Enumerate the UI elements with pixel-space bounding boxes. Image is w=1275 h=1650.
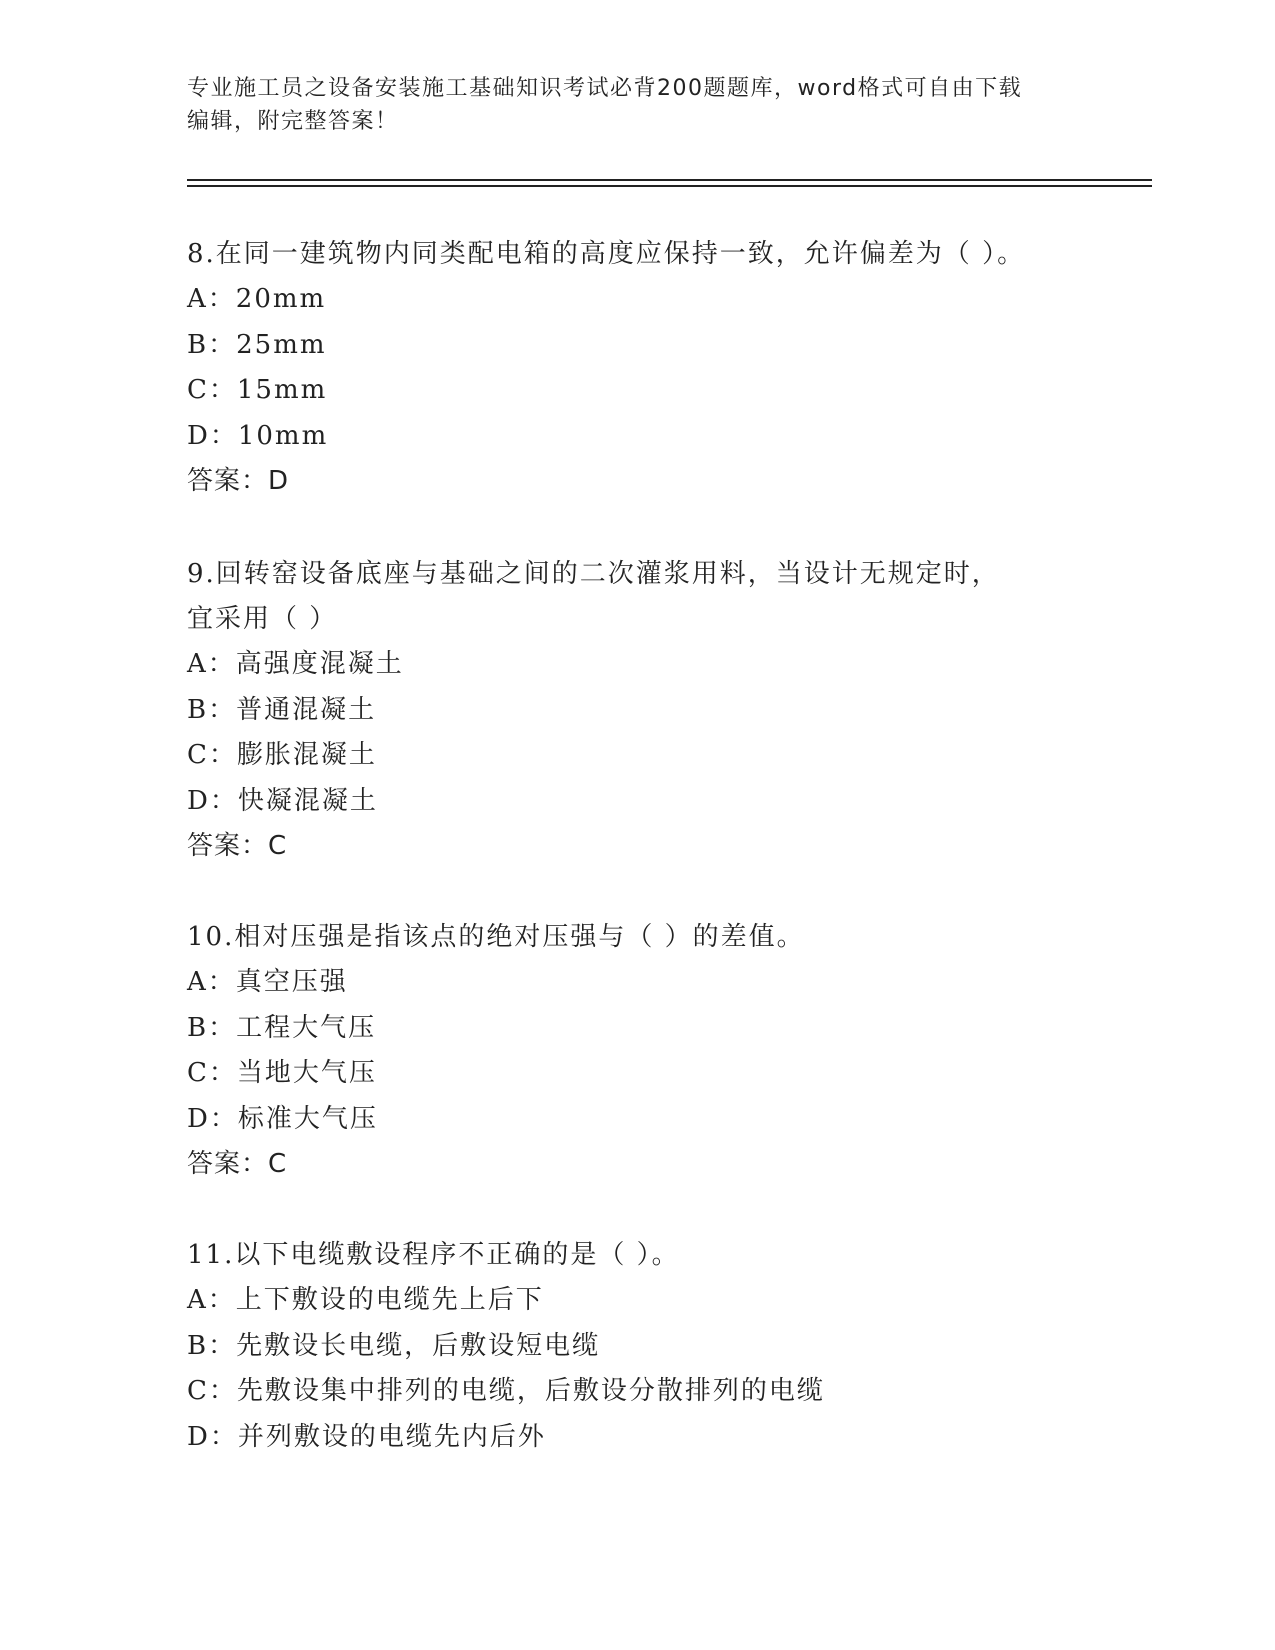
option-b: B：25mm <box>187 329 327 360</box>
option-a: A：真空压强 <box>187 967 348 997</box>
question-text: 8.在同一建筑物内同类配电箱的高度应保持一致，允许偏差为（ ）。 <box>187 239 1026 269</box>
header-divider-top <box>187 179 1152 181</box>
option-b: B：先敷设长电缆，后敷设短电缆 <box>187 1330 601 1361</box>
question-text: 9.回转窑设备底座与基础之间的二次灌浆用料，当设计无规定时，宜采用（ ） <box>187 559 1000 634</box>
option-d: D：快凝混凝土 <box>187 785 378 816</box>
header-line-2: 编辑，附完整答案！ <box>187 109 399 134</box>
option-d: D：标准大气压 <box>187 1103 378 1134</box>
header-divider-bottom <box>187 185 1152 187</box>
question-9 <box>187 552 1087 869</box>
question-10 <box>187 915 1087 1187</box>
option-c: C：15mm <box>187 375 328 405</box>
answer: 答案：C <box>187 831 288 861</box>
option-d: D：并列敷设的电缆先内后外 <box>187 1421 546 1452</box>
option-c: C：先敷设集中排列的电缆，后敷设分散排列的电缆 <box>187 1376 825 1406</box>
option-b: B：普通混凝土 <box>187 694 377 725</box>
option-a: A：高强度混凝土 <box>187 649 404 679</box>
header-line-1: 专业施工员之设备安装施工基础知识考试必背200题题库，word格式可自由下载 <box>187 76 1023 101</box>
option-d: D：10mm <box>187 420 329 451</box>
option-b: B：工程大气压 <box>187 1012 377 1043</box>
answer: 答案：C <box>187 1149 288 1179</box>
option-a: A：上下敷设的电缆先上后下 <box>187 1285 544 1315</box>
question-text: 10.相对压强是指该点的绝对压强与（ ）的差值。 <box>187 922 805 952</box>
answer: 答案：D <box>187 466 290 496</box>
option-c: C：当地大气压 <box>187 1058 377 1088</box>
option-c: C：膨胀混凝土 <box>187 740 377 770</box>
question-11 <box>187 1233 1087 1460</box>
question-8 <box>187 232 1087 504</box>
option-a: A：20mm <box>187 284 327 314</box>
document-header <box>187 72 1067 138</box>
question-text: 11.以下电缆敷设程序不正确的是（ ）。 <box>187 1240 680 1270</box>
